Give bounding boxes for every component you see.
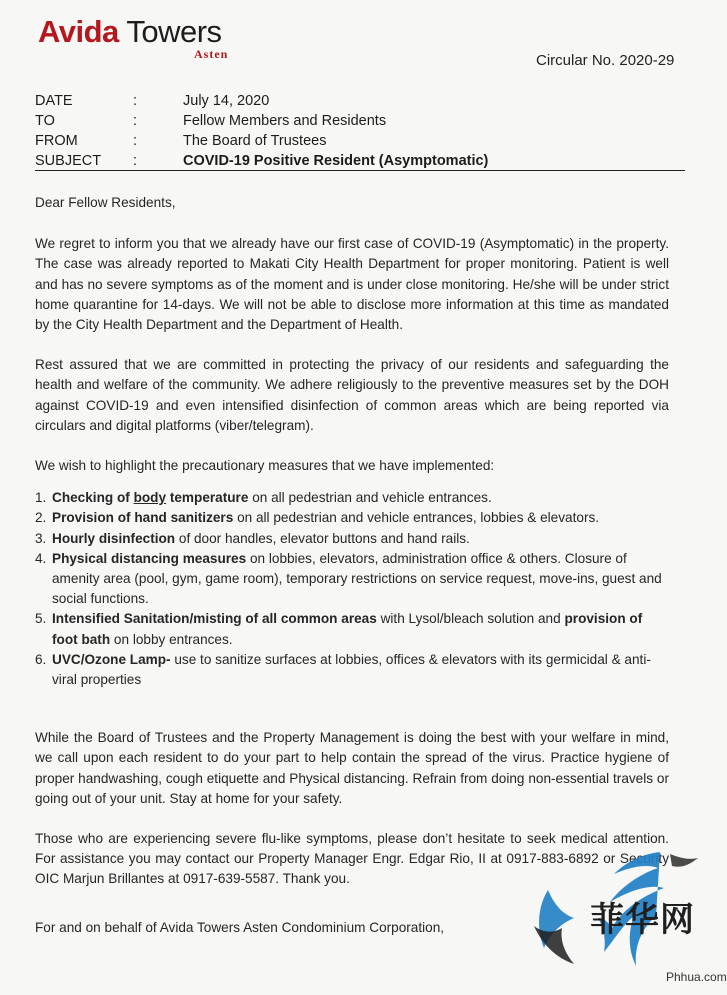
- list-number: 5.: [35, 611, 47, 627]
- header-row-from: [35, 131, 685, 151]
- measure-text: on all pedestrian and vehicle entrances.: [248, 490, 492, 506]
- measure-text: use to sanitize surfaces at lobbies, offices & elevators with its germicidal & anti-viral properties: [52, 651, 651, 688]
- header-divider: [35, 170, 685, 171]
- subject-value: COVID-19 Positive Resident (Asymptomatic): [183, 153, 489, 169]
- measures-list: [35, 488, 669, 690]
- list-number: 3.: [35, 530, 47, 546]
- logo-brand: Avida: [38, 14, 119, 49]
- paragraph-contacts: Those who are experiencing severe flu-like symptoms, please don’t hesitate to seek medical attention. For assistance you may contact our Property Manager Engr. Edgar Rio, II at 0917-883-6892 or Security OIC Marjun Brillantes at 0917-639-5587. Thank you.: [35, 831, 669, 887]
- phhua-watermark: [530, 848, 727, 990]
- subject-label: SUBJECT: [35, 153, 102, 169]
- signoff: For and on behalf of Avida Towers Asten Condominium Corporation,: [35, 919, 445, 935]
- list-number: 4.: [35, 550, 47, 566]
- measure-text: on lobbies, elevators, administration office & others. Closure of amenity area (pool, gym, game room), temporary restrictions on service request, move-ins, guest and social functions.: [52, 550, 662, 607]
- logo-name: Towers: [126, 14, 222, 49]
- from-value: The Board of Trustees: [183, 133, 327, 149]
- logo-sub: Asten: [194, 47, 229, 61]
- measure-title: temperature: [166, 490, 249, 506]
- measure-title: Checking of: [52, 490, 134, 506]
- colon: :: [133, 133, 138, 149]
- measure-text: on all pedestrian and vehicle entrances, lobbies & elevators.: [233, 510, 600, 526]
- to-value: Fellow Members and Residents: [183, 113, 387, 129]
- list-number: 1.: [35, 490, 47, 506]
- measure-text: of door handles, elevator buttons and hand rails.: [175, 530, 470, 546]
- watermark-site: Phhua.com: [666, 970, 727, 984]
- watermark-text: 菲华网: [590, 901, 695, 939]
- circular-number: Circular No. 2020-29: [536, 52, 675, 69]
- header-row-to: [35, 111, 685, 131]
- measure-title: UVC/Ozone Lamp-: [52, 651, 171, 667]
- list-item: [35, 549, 669, 610]
- paragraph-measures-intro: We wish to highlight the precautionary measures that we have implemented:: [35, 458, 495, 474]
- salutation: Dear Fellow Residents,: [35, 195, 176, 210]
- list-item: [35, 488, 669, 508]
- memo-header: [35, 91, 685, 171]
- avida-towers-logo: [38, 14, 258, 66]
- measure-title: provision of foot bath: [52, 611, 643, 647]
- logo-wordmark: [38, 14, 258, 50]
- colon: :: [133, 113, 138, 129]
- list-item: [35, 529, 669, 549]
- measure-title-underlined: body: [133, 490, 167, 506]
- list-number: 2.: [35, 510, 47, 526]
- letter-body: [35, 193, 669, 938]
- to-label: TO: [35, 113, 55, 129]
- list-number: 6.: [35, 651, 47, 667]
- list-item: [35, 609, 669, 649]
- list-item: [35, 650, 669, 690]
- header-row-date: [35, 91, 685, 111]
- measure-title: Physical distancing measures: [52, 550, 247, 566]
- list-item: [35, 508, 669, 528]
- spacer: [35, 690, 669, 728]
- measure-text: with Lysol/bleach solution and: [376, 611, 565, 627]
- header-row-subject: [35, 151, 685, 171]
- paragraph-welfare: While the Board of Trustees and the Property Management is doing the best with your welfare in mind, we call upon each resident to do your part to help contain the spread of the virus. Practice hygiene of proper handwashing, cough etiquette and Physical distancing. Refrain from doing non-essential travels or going out of your unit. Stay at home for your safety.: [35, 730, 669, 806]
- paragraph-announcement: We regret to inform you that we already have our first case of COVID-19 (Asymptomatic) in the property. The case was already reported to Makati City Health Department for proper monitoring. Patient is well and has no severe symptoms as of the moment and is under close monitoring. He/she will be under strict home quarantine for 14-days. We will not be able to disclose more information at this time as mandated by the City Health Department and the Department of Health.: [35, 236, 669, 333]
- colon: :: [133, 153, 138, 169]
- paragraph-privacy: Rest assured that we are committed in protecting the privacy of our residents and safeguarding the health and welfare of the community. We adhere religiously to the preventive measures set by the DOH against COVID-19 and even intensified disinfection of common areas which are being reported via circulars and digital platforms (viber/telegram).: [35, 357, 669, 433]
- date-value: July 14, 2020: [183, 93, 270, 109]
- colon: :: [133, 93, 138, 109]
- from-label: FROM: [35, 133, 78, 149]
- date-label: DATE: [35, 93, 73, 109]
- measure-title: Hourly disinfection: [52, 530, 176, 546]
- measure-title: Provision of hand sanitizers: [52, 510, 234, 526]
- measure-text: on lobby entrances.: [110, 631, 233, 647]
- measure-title: Intensified Sanitation/misting of all common areas: [52, 611, 377, 627]
